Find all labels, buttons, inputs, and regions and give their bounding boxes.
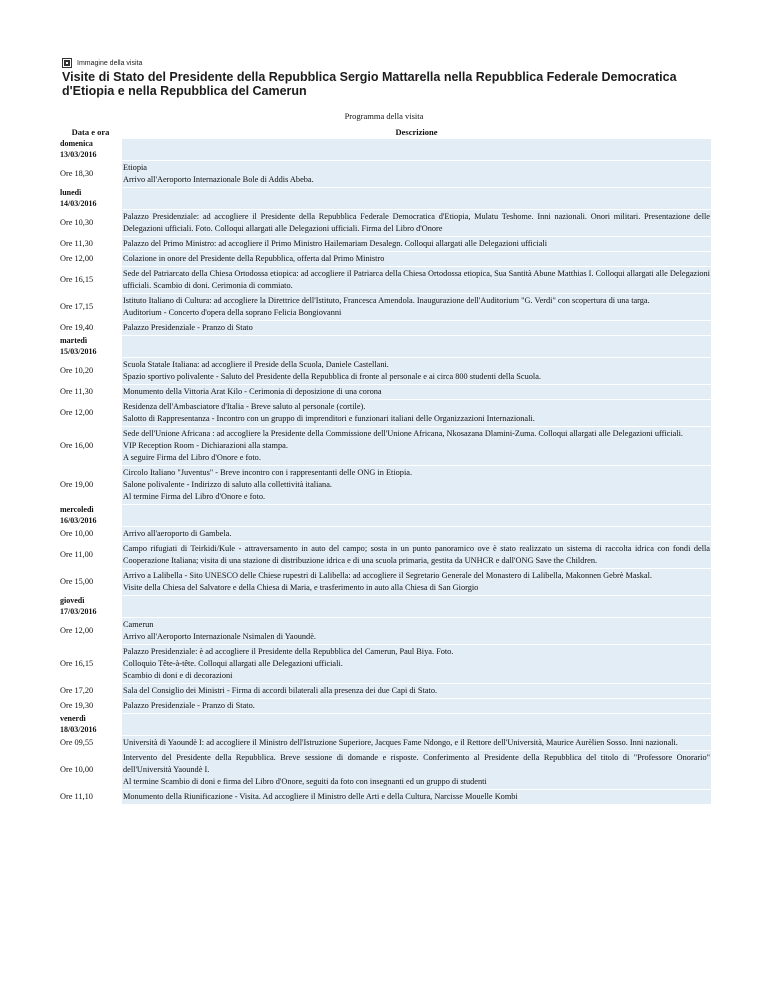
image-icon	[62, 58, 72, 68]
event-description	[122, 358, 711, 384]
table-row	[59, 267, 711, 293]
day-cell	[59, 188, 122, 209]
description-line: Visite della Chiesa del Salvatore e della Chiesa di Maria, e trasferimento in auto alla Chiesa di San Giorgio	[123, 583, 479, 592]
description-line: Sala del Consiglio dei Ministri - Firma di accordi bilaterali alla presenza dei due Capi di Stato.	[123, 686, 438, 695]
table-row	[59, 321, 711, 335]
day-date: 16/03/2016	[60, 515, 97, 525]
table-body	[59, 139, 711, 804]
event-time: Ore 09,55	[59, 736, 122, 750]
event-description	[122, 400, 711, 426]
day-spacer-cell	[122, 336, 711, 357]
description-line: VIP Reception Room - Dichiarazioni alla stampa.	[123, 441, 288, 450]
table-row	[59, 751, 711, 789]
table-row	[59, 645, 711, 683]
table-row	[59, 736, 711, 750]
event-time: Ore 12,00	[59, 618, 122, 644]
event-time: Ore 16,15	[59, 267, 122, 293]
day-spacer-cell	[122, 596, 711, 617]
description-line: Residenza dell'Ambasciatore d'Italia - Breve saluto al personale (cortile).	[123, 402, 366, 411]
description-line: Colloquio Tête-à-tête. Colloqui allargati alle Delegazioni ufficiali.	[123, 659, 343, 668]
description-line: Sede del Patriarcato della Chiesa Ortodossa etiopica: ad accogliere il Patriarca della Chiesa Ortodossa etiopica, Sua Santità Abune Matthias I. Colloqui allargati alle Delegazioni ufficiali. Scambio di doni. Cerimonia di commiato.	[123, 269, 710, 290]
day-date: 15/03/2016	[60, 346, 97, 356]
event-description	[122, 790, 711, 804]
description-line: Monumento della Vittoria Arat Kilo - Cerimonia di deposizione di una corona	[123, 387, 382, 396]
description-line: Università di Yaoundè I: ad accogliere il Ministro dell'Istruzione Superiore, Jacques Fame Ndongo, e il Rettore dell'Università, Maurice Aurèlien Sosso. Inni nazionali.	[123, 738, 678, 747]
table-row	[59, 237, 711, 251]
description-line: Campo rifugiati di Teirkidi/Kule - attraversamento in auto del campo; sosta in un punto panoramico ove è stato realizzato un sistema di raccolta idrica con fondi della Cooperazione Italiana; visita di una stazione di distribuzione idrica e di una scuola primaria, gestita da UNHCR e dall'ONG Save the Children.	[123, 544, 710, 565]
page-title: Visite di Stato del Presidente della Repubblica Sergio Mattarella nella Repubblica Federale Democratica d'Etiopia e nella Repubblica del Camerun	[62, 70, 677, 98]
day-row	[59, 714, 711, 735]
programma-title: Programma della visita	[344, 111, 424, 121]
event-time: Ore 12,00	[59, 252, 122, 266]
day-cell	[59, 139, 122, 160]
description-line: Spazio sportivo polivalente - Saluto del Presidente della Repubblica di fronte al personale e ai circa 800 studenti della Scuola.	[123, 372, 541, 381]
day-name: martedì	[60, 336, 88, 345]
day-name: giovedì	[60, 596, 85, 605]
day-cell	[59, 714, 122, 735]
description-line: Arrivo all'aeroporto di Gambela.	[123, 529, 232, 538]
day-cell	[59, 505, 122, 526]
event-description	[122, 237, 711, 251]
event-description	[122, 466, 711, 504]
day-name: venerdì	[60, 714, 86, 723]
day-row	[59, 596, 711, 617]
event-description	[122, 569, 711, 595]
day-date: 14/03/2016	[60, 198, 97, 208]
description-line: Circolo Italiano "Juventus" - Breve incontro con i rappresentanti delle ONG in Etiopia.	[123, 468, 413, 477]
event-description	[122, 527, 711, 541]
event-description	[122, 645, 711, 683]
event-description	[122, 210, 711, 236]
table-row	[59, 294, 711, 320]
description-line: Palazzo Presidenziale: è ad accogliere il Presidente della Repubblica del Camerun, Paul Biya. Foto.	[123, 647, 454, 656]
description-line: Camerun	[123, 620, 154, 629]
description-line: Arrivo all'Aeroporto Internazionale Nsimalen di Yaoundè.	[123, 632, 316, 641]
description-line: Palazzo del Primo Ministro: ad accogliere il Primo Ministro Hailemariam Desalegn. Colloqui allargati alle Delegazioni ufficiali	[123, 239, 548, 248]
description-line: Arrivo all'Aeroporto Internazionale Bole di Addis Abeba.	[123, 175, 314, 184]
table-row	[59, 699, 711, 713]
event-description	[122, 699, 711, 713]
event-time: Ore 11,30	[59, 385, 122, 399]
description-line: A seguire Firma del Libro d'Onore e foto.	[123, 453, 261, 462]
event-time: Ore 10,00	[59, 751, 122, 789]
event-description	[122, 751, 711, 789]
day-row	[59, 188, 711, 209]
table-row	[59, 684, 711, 698]
table-row	[59, 542, 711, 568]
event-time: Ore 12,00	[59, 400, 122, 426]
table-row	[59, 252, 711, 266]
event-time: Ore 15,00	[59, 569, 122, 595]
event-description	[122, 736, 711, 750]
description-line: Intervento del Presidente della Repubblica. Breve sessione di domande e risposte. Conferimento al Presidente della Repubblica del titolo di "Professore Onorario" dell'Università Yaoundè I.	[123, 753, 710, 774]
event-time: Ore 19,40	[59, 321, 122, 335]
event-description	[122, 542, 711, 568]
description-line: Monumento della Riunificazione - Visita. Ad accogliere il Ministro delle Arti e della Cultura, Narcisse Mouelle Kombi	[123, 792, 518, 801]
day-row	[59, 139, 711, 160]
event-time: Ore 10,30	[59, 210, 122, 236]
image-label[interactable]: Immagine della visita	[77, 59, 143, 67]
header-descrizione: Descrizione	[122, 126, 711, 138]
event-time: Ore 17,20	[59, 684, 122, 698]
day-spacer-cell	[122, 139, 711, 160]
day-date: 13/03/2016	[60, 149, 97, 159]
header-data-ora: Data e ora	[59, 126, 122, 138]
description-line: Arrivo a Lalibella - Sito UNESCO delle Chiese rupestri di Lalibella: ad accogliere il Segretario Generale del Monastero di Lalibella, Makonnen Gebrè Maskal.	[123, 571, 652, 580]
description-line: Sede dell'Unione Africana : ad accogliere la Presidente della Commissione dell'Unione Africana, Nkosazana Dlamini-Zuma. Colloqui allargati alle Delegazioni ufficiali.	[123, 429, 684, 438]
event-time: Ore 18,30	[59, 161, 122, 187]
table-row	[59, 210, 711, 236]
event-time: Ore 10,00	[59, 527, 122, 541]
day-spacer-cell	[122, 714, 711, 735]
event-description	[122, 385, 711, 399]
table-row	[59, 618, 711, 644]
description-line: Palazzo Presidenziale: ad accogliere il Presidente della Repubblica Federale Democratica d'Etiopia, Mulatu Teshome. Inni nazionali. Onori militari. Presentazione delle Delegazioni ufficiali. Foto. Colloqui allargati alle Delegazioni ufficiali. Firma del Libro d'Onore	[123, 212, 710, 233]
table-header-row	[59, 126, 711, 138]
description-line: Al termine Firma del Libro d'Onore e foto.	[123, 492, 266, 501]
table-row	[59, 400, 711, 426]
description-line: Salotto di Rappresentanza - Incontro con un gruppo di imprenditori e funzionari italiani delle Organizzazioni Internazionali.	[123, 414, 535, 423]
table-row	[59, 569, 711, 595]
event-description	[122, 252, 711, 266]
event-time: Ore 11,30	[59, 237, 122, 251]
table-row	[59, 466, 711, 504]
day-date: 18/03/2016	[60, 724, 97, 734]
event-description	[122, 161, 711, 187]
event-description	[122, 321, 711, 335]
event-description	[122, 294, 711, 320]
table-row	[59, 161, 711, 187]
day-row	[59, 336, 711, 357]
description-line: Scambio di doni e di decorazioni	[123, 671, 233, 680]
day-spacer-cell	[122, 505, 711, 526]
day-cell	[59, 336, 122, 357]
event-description	[122, 684, 711, 698]
event-time: Ore 19,30	[59, 699, 122, 713]
programma-table	[59, 125, 711, 805]
description-line: Scuola Statale Italiana: ad accogliere il Preside della Scuola, Daniele Castellani.	[123, 360, 389, 369]
event-time: Ore 17,15	[59, 294, 122, 320]
table-row	[59, 527, 711, 541]
event-time: Ore 16,00	[59, 427, 122, 465]
event-time: Ore 11,10	[59, 790, 122, 804]
table-row	[59, 427, 711, 465]
day-spacer-cell	[122, 188, 711, 209]
description-line: Salone polivalente - Indirizzo di saluto alla collettività italiana.	[123, 480, 332, 489]
table-row	[59, 385, 711, 399]
day-date: 17/03/2016	[60, 606, 97, 616]
day-name: domenica	[60, 139, 93, 148]
event-time: Ore 19,00	[59, 466, 122, 504]
table-row	[59, 358, 711, 384]
description-line: Etiopia	[123, 163, 147, 172]
table-row	[59, 790, 711, 804]
event-time: Ore 16,15	[59, 645, 122, 683]
day-name: lunedì	[60, 188, 82, 197]
description-line: Palazzo Presidenziale - Pranzo di Stato	[123, 323, 253, 332]
event-description	[122, 427, 711, 465]
day-name: mercoledì	[60, 505, 94, 514]
image-link[interactable]	[62, 57, 142, 69]
description-line: Auditorium - Concerto d'opera della soprano Felicia Bongiovanni	[123, 308, 342, 317]
description-line: Palazzo Presidenziale - Pranzo di Stato.	[123, 701, 255, 710]
event-description	[122, 618, 711, 644]
event-time: Ore 10,20	[59, 358, 122, 384]
description-line: Colazione in onore del Presidente della Repubblica, offerta dal Primo Ministro	[123, 254, 385, 263]
event-time: Ore 11,00	[59, 542, 122, 568]
description-line: Al termine Scambio di doni e firma del Libro d'Onore, seguiti da foto con insegnanti ed un gruppo di studenti	[123, 777, 487, 786]
event-description	[122, 267, 711, 293]
description-line: Istituto Italiano di Cultura: ad accogliere la Direttrice dell'Istituto, Francesca Amendola. Inaugurazione dell'Auditorium "G. Verdi" con scopertura di una targa.	[123, 296, 650, 305]
day-cell	[59, 596, 122, 617]
day-row	[59, 505, 711, 526]
